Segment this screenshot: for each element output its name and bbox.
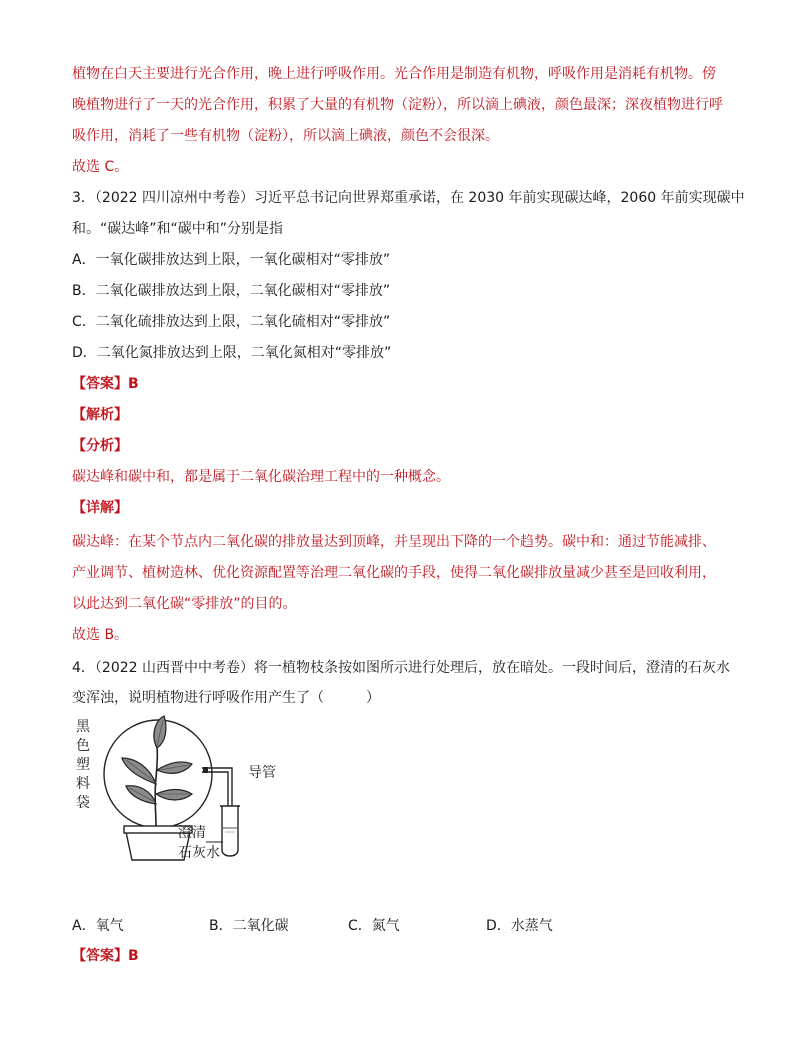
- test-tube: [222, 806, 238, 856]
- question-4-option-d: D．水蒸气: [486, 918, 553, 934]
- question-3-detail-line-2: 产业调节、植树造林、优化资源配置等治理二氧化碳的手段，使得二氧化碳排放量减少甚至是回收利用，: [72, 565, 716, 581]
- question-3-detail-header: 【详解】: [72, 500, 128, 516]
- question-3-option-b: B．二氧化碳排放达到上限，二氧化碳相对“零排放”: [72, 283, 391, 299]
- question-3-option-c: C．二氧化硫排放达到上限，二氧化硫相对“零排放”: [72, 314, 391, 330]
- question-3-detail-line-3: 以此达到二氧化碳“零排放”的目的。: [72, 596, 297, 612]
- bag-label-char-4: 料: [76, 776, 90, 792]
- leaf-left-lower: [126, 786, 156, 804]
- question-3-option-a: A．一氧化碳排放达到上限，一氧化碳相对“零排放”: [72, 252, 391, 268]
- tube-clamp: [203, 767, 208, 773]
- question-3-fenxi-text: 碳达峰和碳中和，都是属于二氧化碳治理工程中的一种概念。: [72, 469, 450, 485]
- leaf-left-upper: [122, 758, 156, 784]
- leaf-right-lower: [156, 790, 192, 801]
- tube-label: 导管: [248, 765, 276, 781]
- question-4-option-b: B．二氧化碳: [209, 918, 289, 934]
- explanation-line-2: 晚植物进行了一天的光合作用，积累了大量的有机物（淀粉），所以滴上碘液，颜色最深；深夜植物进行呼: [72, 97, 723, 113]
- question-4-option-c: C．氮气: [348, 918, 400, 934]
- question-3-answer: 【答案】B: [72, 376, 139, 392]
- question-3-conclusion: 故选 B。: [72, 627, 129, 643]
- limewater-label-line-1: 澄清: [178, 825, 206, 841]
- question-3-analysis-header: 【解析】: [72, 407, 128, 423]
- explanation-conclusion: 故选 C。: [72, 159, 129, 175]
- question-4-option-a: A．氧气: [72, 918, 124, 934]
- explanation-line-1: 植物在白天主要进行光合作用，晚上进行呼吸作用。光合作用是制造有机物，呼吸作用是消耗有机物。傍: [72, 66, 716, 82]
- bag-label-char-3: 塑: [76, 757, 90, 773]
- bag-label-char-5: 袋: [76, 795, 90, 811]
- question-4-stem-line-2: 变浑浊，说明植物进行呼吸作用产生了（ ）: [72, 690, 380, 706]
- explanation-line-3: 吸作用，消耗了一些有机物（淀粉），所以滴上碘液，颜色不会很深。: [72, 128, 499, 144]
- bag-label-char-1: 黑: [76, 719, 90, 735]
- limewater-label-line-2: 石灰水: [178, 845, 220, 861]
- question-3-detail-line-1: 碳达峰：在某个节点内二氧化碳的排放量达到顶峰，并呈现出下降的一个趋势。碳中和：通过节能减排、: [72, 534, 716, 550]
- question-3-stem-line-1: 3．（2022 四川凉州中考卷）习近平总书记向世界郑重承诺，在 2030 年前实现碳达峰，2060 年前实现碳中: [72, 190, 745, 206]
- question-3-option-d: D．二氧化氮排放达到上限，二氧化氮相对“零排放”: [72, 345, 392, 361]
- question-3-stem-line-2: 和。“碳达峰”和“碳中和”分别是指: [72, 221, 284, 237]
- question-4-answer: 【答案】B: [72, 948, 139, 964]
- bag-label-char-2: 色: [76, 738, 90, 754]
- plant-stem: [155, 748, 157, 826]
- question-4-stem-line-1: 4．（2022 山西晋中中考卷）将一植物枝条按如图所示进行处理后，放在暗处。一段时间后，澄清的石灰水: [72, 660, 730, 676]
- plant-experiment-figure: [70, 712, 310, 872]
- question-3-fenxi-header: 【分析】: [72, 438, 128, 454]
